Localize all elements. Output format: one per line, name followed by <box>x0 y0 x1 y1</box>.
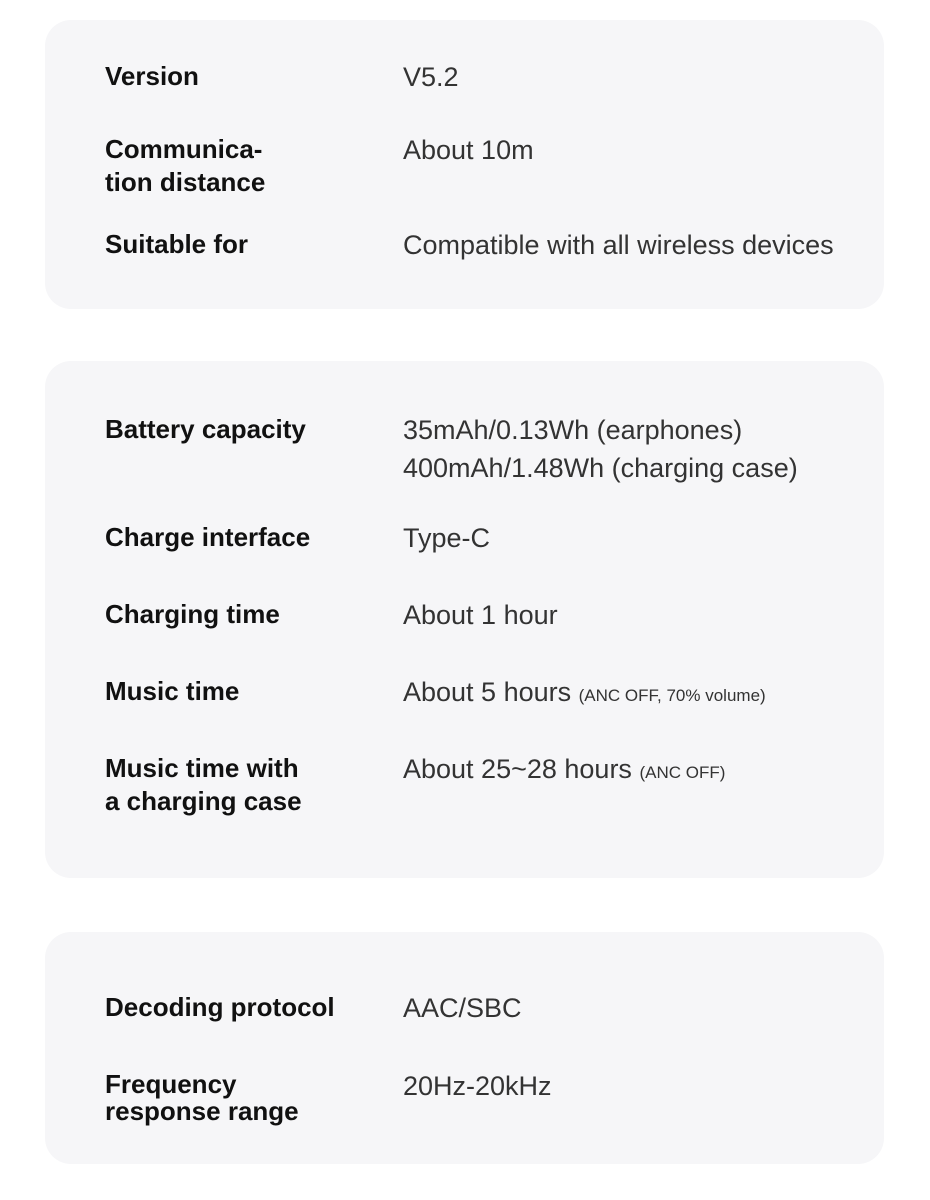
spec-label: Decoding protocol <box>105 992 335 1022</box>
spec-value-note: (ANC OFF, 70% volume) <box>578 686 766 705</box>
spec-value <box>403 673 873 715</box>
spec-label <box>105 133 365 199</box>
spec-value-main: About 25~28 hours <box>403 754 632 784</box>
spec-label: Version <box>105 61 199 91</box>
spec-value: AAC/SBC <box>403 993 522 1023</box>
spec-label: Suitable for <box>105 229 249 259</box>
spec-label: Music time <box>105 676 240 706</box>
spec-value-line: 35mAh/0.13Wh (earphones) <box>403 415 743 445</box>
spec-label-line: Communica- <box>105 134 263 164</box>
spec-value-line: 400mAh/1.48Wh (charging case) <box>403 453 798 483</box>
spec-label <box>105 752 365 818</box>
spec-label-line: tion distance <box>105 167 266 197</box>
spec-value: Compatible with all wireless devices <box>403 230 834 260</box>
spec-value <box>403 750 873 792</box>
spec-label-line: Music time with <box>105 753 299 783</box>
spec-label <box>105 1071 365 1125</box>
spec-label: Charge interface <box>105 522 311 552</box>
spec-label-line: a charging case <box>105 786 302 816</box>
spec-value-main: About 5 hours <box>403 677 572 707</box>
spec-label-line: response range <box>105 1096 299 1126</box>
spec-label-line: Frequency <box>105 1069 237 1099</box>
spec-value-note: (ANC OFF) <box>639 763 726 782</box>
spec-card-connectivity <box>45 20 884 309</box>
spec-value: About 1 hour <box>403 600 558 630</box>
spec-card-battery <box>45 361 884 878</box>
spec-label: Battery capacity <box>105 414 306 444</box>
spec-value: V5.2 <box>403 62 459 92</box>
spec-value: About 10m <box>403 135 534 165</box>
spec-label: Charging time <box>105 599 280 629</box>
spec-card-audio <box>45 932 884 1164</box>
spec-value: Type-C <box>403 523 491 553</box>
spec-value <box>403 411 873 487</box>
spec-value: 20Hz-20kHz <box>403 1071 552 1101</box>
